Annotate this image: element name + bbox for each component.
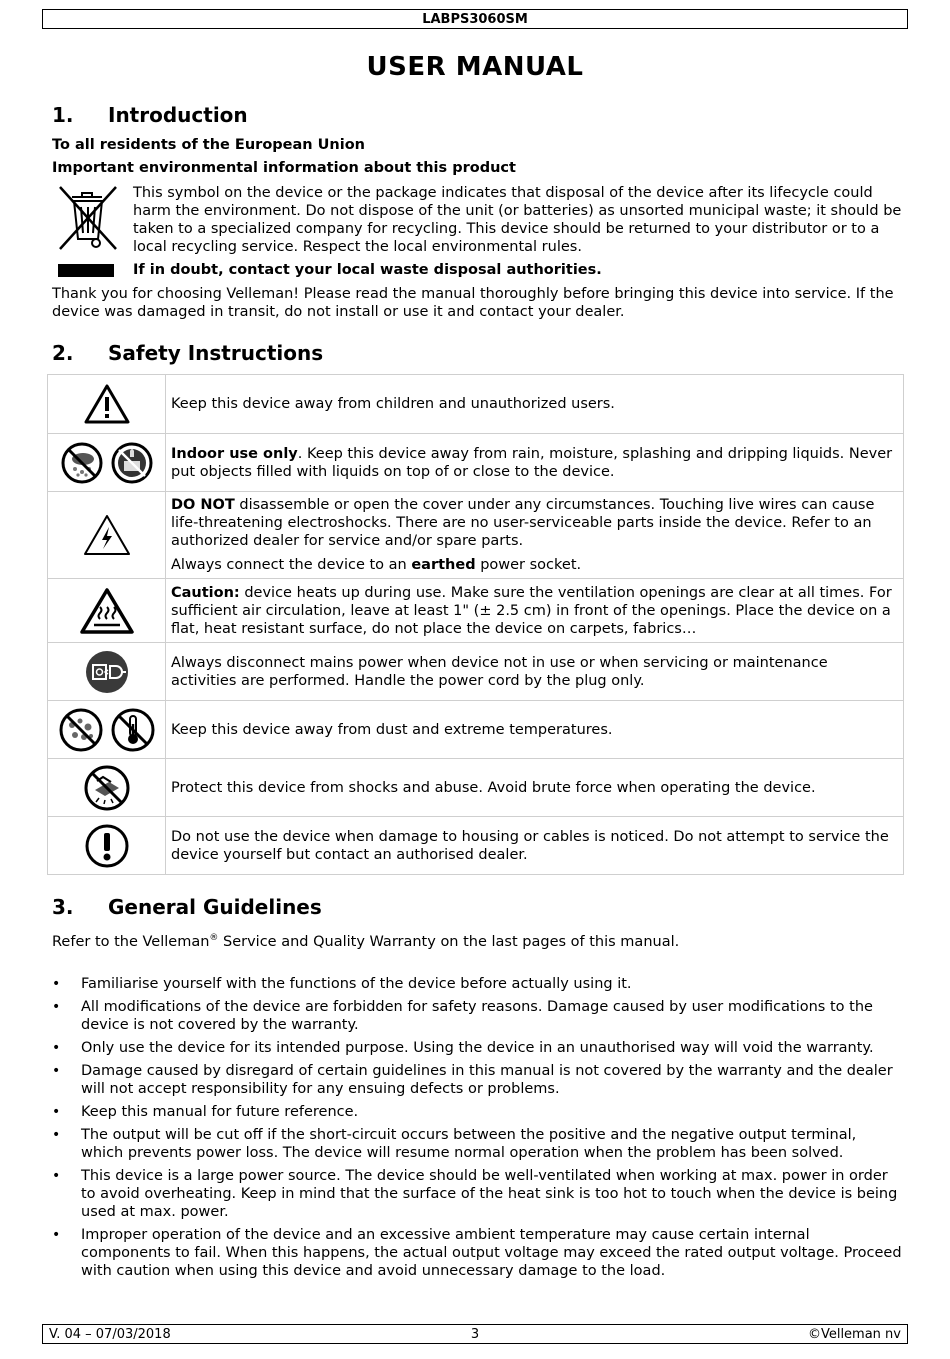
- safety-text: [171, 643, 897, 700]
- safety-table: [47, 374, 904, 875]
- safety-text: [171, 375, 897, 433]
- icon-cell: [48, 579, 166, 642]
- icon-cell: [48, 643, 166, 700]
- hot-surface-icon: [79, 587, 135, 635]
- section-title: Introduction: [108, 103, 248, 127]
- safety-row: [48, 491, 903, 578]
- safety-row: [48, 433, 903, 491]
- page-number: 3: [470, 1327, 480, 1342]
- icon-cell: [48, 434, 166, 491]
- safety-text: [171, 759, 897, 816]
- warranty-reference-text: Refer to the Velleman: [52, 933, 210, 950]
- no-dust-icon: [58, 707, 104, 753]
- safety-text-body: . Keep this device away from rain, moisture, splashing and dripping liquids. Never put objects filled with liquids on top of or close to the device.: [171, 445, 893, 480]
- list-item: • Familiarise yourself with the functions of the device before actually using it.: [52, 975, 902, 993]
- section-number: 1.: [52, 103, 74, 127]
- icon-cell: [48, 817, 166, 874]
- safety-text-bold: DO NOT: [171, 497, 235, 513]
- safety-text-line: Keep this device away from dust and extreme temperatures.: [171, 721, 613, 738]
- list-item: • Damage caused by disregard of certain guidelines in this manual is not covered by the warranty and the dealer will not accept responsibility for any ensuing defects or problems.: [52, 1062, 902, 1098]
- safety-text-line: Keep this device away from children and unauthorized users.: [171, 396, 615, 412]
- document-title: USER MANUAL: [366, 52, 584, 82]
- safety-text-body: device heats up during use. Make sure the ventilation openings are clear at all times. For sufficient air circulation, leave at least 1" (± 2.5 cm) in front of the openings. Place the device on a flat, heat resistant surface, do not place the device on carpets, fabrics…: [171, 584, 892, 637]
- guidelines-list: [52, 975, 902, 1285]
- list-item: • This device is a large power source. The device should be well-ventilated when working at max. power in order to avoid overheating. Keep in mind that the surface of the heat sink is too hot to touch when the device is being used at max. power.: [52, 1167, 902, 1221]
- version-date: V. 04 – 07/03/2018: [49, 1327, 171, 1342]
- copyright: ©Velleman nv: [807, 1327, 901, 1342]
- icon-cell: [48, 375, 166, 433]
- section-number: 2.: [52, 341, 74, 365]
- registered-mark: ®: [209, 933, 219, 943]
- list-item: • All modifications of the device are forbidden for safety reasons. Damage caused by user modifications to the device is not covered by the warranty.: [52, 998, 902, 1034]
- safety-text: [171, 434, 897, 491]
- safety-row: [48, 642, 903, 700]
- icon-cell: [48, 759, 166, 816]
- safety-row: [48, 578, 903, 642]
- section-title: General Guidelines: [108, 895, 322, 919]
- eu-residents-line: To all residents of the European Union: [52, 137, 365, 153]
- safety-text-bold: earthed: [411, 557, 476, 573]
- safety-text: [171, 579, 897, 642]
- safety-text: [171, 701, 897, 758]
- safety-text-line: [171, 445, 897, 481]
- list-item: • Only use the device for its intended purpose. Using the device in an unauthorised way will void the warranty.: [52, 1039, 902, 1057]
- list-item: • The output will be cut off if the short-circuit occurs between the positive and the negative output terminal, which prevents power loss. The device will resume normal operation when the problem has been solved.: [52, 1126, 902, 1162]
- warranty-reference: [52, 929, 679, 951]
- safety-text-body: power socket.: [475, 557, 582, 573]
- safety-row: [48, 375, 903, 433]
- doubt-line: If in doubt, contact your local waste disposal authorities.: [133, 262, 602, 278]
- list-item: • Keep this manual for future reference.: [52, 1103, 902, 1121]
- section-heading-safety: [52, 341, 323, 365]
- safety-text-body: disassemble or open the cover under any circumstances. Touching live wires can cause life-threatening electroshocks. There are no user-serviceable parts inside the device. Refer to an authorized dealer for service and/or spare parts.: [171, 497, 875, 549]
- safety-text-bold: Indoor use only: [171, 445, 298, 462]
- icon-cell: [48, 701, 166, 758]
- section-number: 3.: [52, 895, 74, 919]
- safety-text-line: Always disconnect mains power when device not in use or when servicing or maintenance activities are performed. Handle the power cord by the plug only.: [171, 654, 828, 689]
- safety-text-line: Do not use the device when damage to housing or cables is noticed. Do not attempt to service the device yourself but contact an authorised dealer.: [171, 828, 889, 863]
- section-heading-introduction: [52, 103, 248, 127]
- environment-info-line: Important environmental information about this product: [52, 160, 516, 176]
- no-shock-icon: [83, 764, 131, 812]
- disposal-bar-symbol: [58, 264, 114, 277]
- icon-cell: [48, 492, 166, 578]
- weee-text: This symbol on the device or the package indicates that disposal of the device after its lifecycle could harm the environment. Do not dispose of the unit (or batteries) as unsorted municipal waste; it should be taken to a specialized company for recycling. This device should be returned to your distributor or to a local recycling service. Respect the local environmental rules.: [133, 185, 902, 255]
- safety-text-bold: Caution:: [171, 584, 240, 601]
- safety-row: [48, 700, 903, 758]
- safety-text-body: Always connect the device to an: [171, 557, 412, 573]
- exclamation-icon: [84, 823, 130, 869]
- warning-triangle-icon: [83, 383, 131, 425]
- section-title: Safety Instructions: [108, 341, 324, 365]
- electric-shock-icon: [82, 513, 132, 557]
- disconnect-mains-icon: [84, 649, 130, 695]
- no-rain-icon: [60, 441, 104, 485]
- section-heading-general: [52, 895, 322, 919]
- model-number: LABPS3060SM: [422, 12, 528, 27]
- safety-text: [171, 817, 897, 874]
- list-item: • Improper operation of the device and an excessive ambient temperature may cause certain internal components to fail. When this happens, the actual output voltage may exceed the rated output voltage. Proceed with caution when using this device and avoid unnecessary damage to the load.: [52, 1226, 902, 1280]
- safety-text-line: [171, 496, 897, 550]
- safety-text: [171, 492, 897, 578]
- warranty-reference-text: Service and Quality Warranty on the last pages of this manual.: [218, 933, 680, 950]
- safety-row: [48, 816, 903, 874]
- temperature-icon: [110, 707, 156, 753]
- no-liquids-icon: [110, 441, 154, 485]
- safety-row: [48, 758, 903, 816]
- page-footer: [42, 1324, 908, 1344]
- safety-text-line: Protect this device from shocks and abuse. Avoid brute force when operating the device.: [171, 779, 816, 796]
- safety-text-line: [171, 556, 897, 574]
- safety-text-line: [171, 584, 897, 638]
- page-header: [42, 9, 908, 29]
- thanks-paragraph: Thank you for choosing Velleman! Please read the manual thoroughly before bringing this device into service. If the device was damaged in transit, do not install or use it and contact your dealer.: [52, 286, 894, 320]
- crossed-out-wheelie-bin-icon: [54, 183, 122, 253]
